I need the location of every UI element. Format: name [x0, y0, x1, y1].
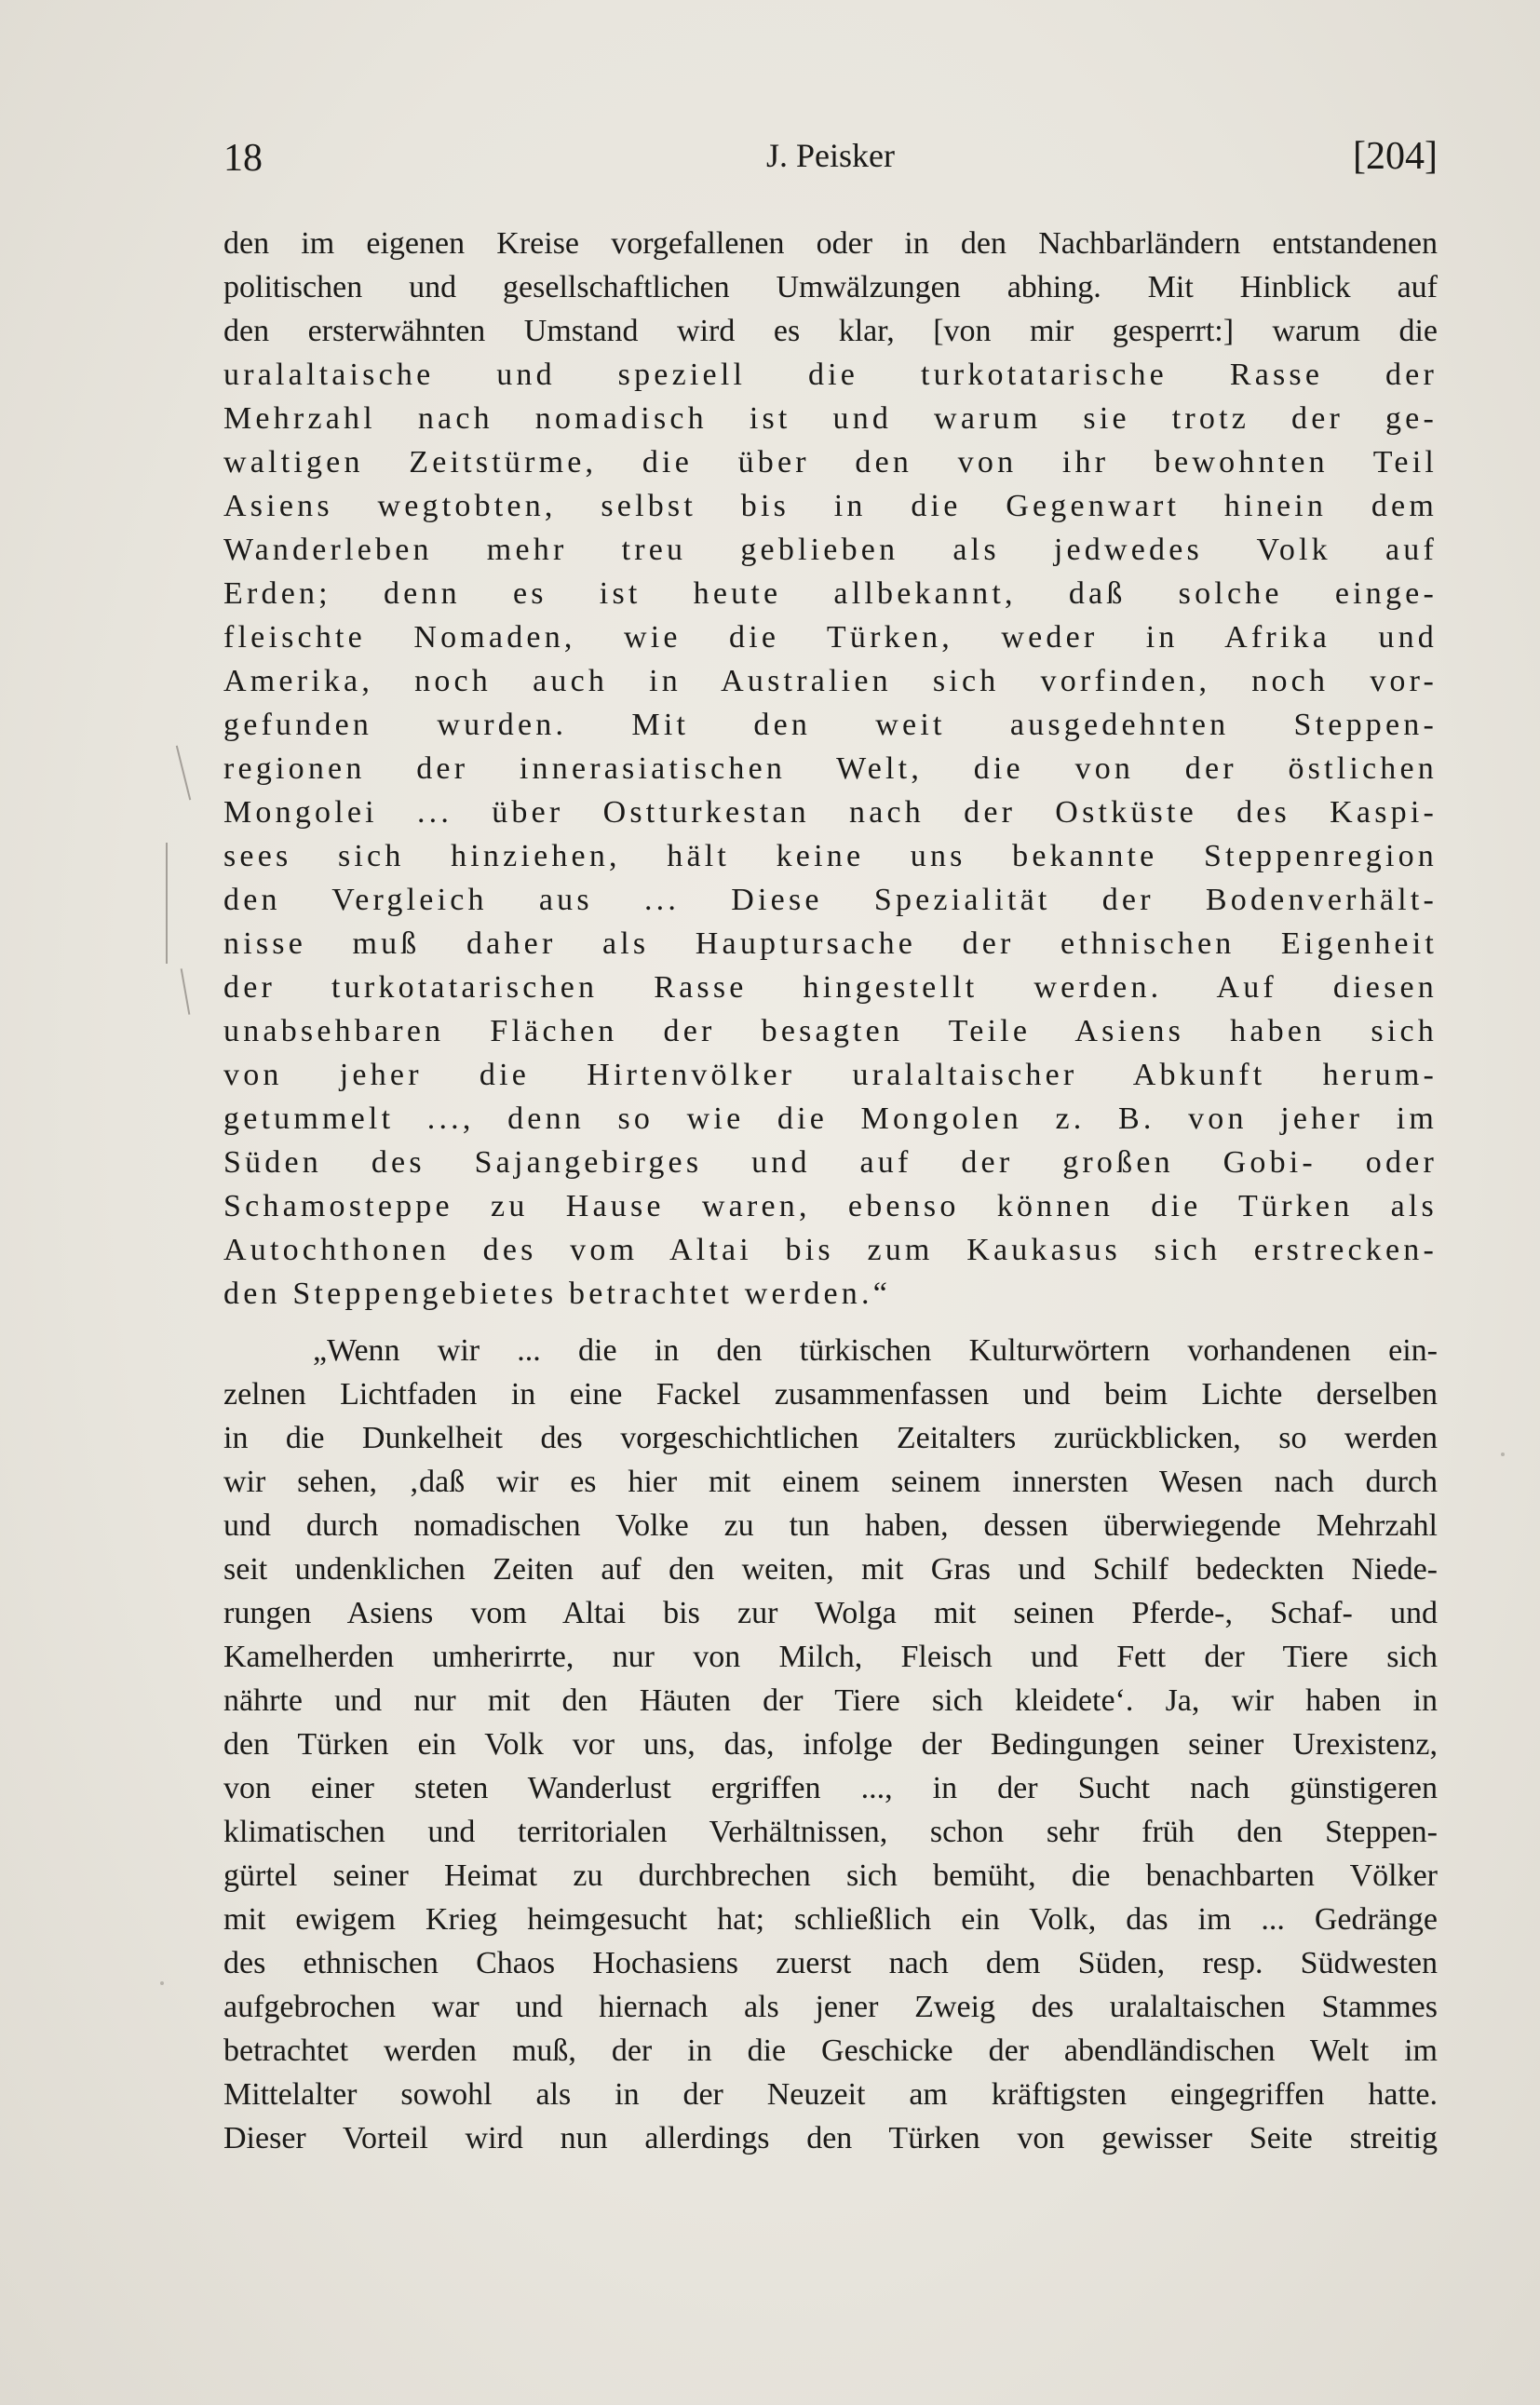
text-line: Autochthonen des vom Altai bis zum Kaukasus sich erstrecken- — [223, 1233, 1438, 1267]
paragraph — [223, 222, 1438, 1316]
text-line: unabsehbaren Flächen der besagten Teile Asiens haben sich — [223, 1014, 1438, 1048]
text-line: von einer steten Wanderlust ergriffen ..., in der Sucht nach günstigeren — [223, 1771, 1438, 1805]
text-line: Asiens wegtobten, selbst bis in die Gegenwart hinein dem — [223, 489, 1438, 523]
text-line: regionen der innerasiatischen Welt, die von der östlichen — [223, 751, 1438, 786]
margin-pencil-mark — [166, 843, 168, 964]
text-line: den im eigenen Kreise vorgefallenen oder in den Nachbarländern entstandenen — [223, 226, 1438, 261]
paper-speck — [160, 1981, 164, 1985]
text-line: des ethnischen Chaos Hochasiens zuerst nach dem Süden, resp. Südwesten — [223, 1946, 1438, 1980]
text-line: Wanderleben mehr treu geblieben als jedwedes Volk auf — [223, 533, 1438, 567]
text-line: gürtel seiner Heimat zu durchbrechen sich bemüht, die benachbarten Völker — [223, 1858, 1438, 1893]
text-line: politischen und gesellschaftlichen Umwälzungen abhing. Mit Hinblick auf — [223, 270, 1438, 304]
paragraph-gap — [223, 1316, 1438, 1329]
text-line: Schamosteppe zu Hause waren, ebenso können die Türken als — [223, 1189, 1438, 1223]
text-line: den Steppengebietes betrachtet werden.“ — [223, 1277, 891, 1311]
text-line: Mongolei ... über Ostturkestan nach der Ostküste des Kaspi- — [223, 795, 1438, 830]
text-line: den ersterwähnten Umstand wird es klar, [von mir gesperrt:] warum die — [223, 314, 1438, 348]
page-reference: [204] — [1353, 135, 1438, 178]
text-line: nährte und nur mit den Häuten der Tiere sich kleidete‘. Ja, wir haben in — [223, 1683, 1438, 1718]
text-line: fleischte Nomaden, wie die Türken, weder in Afrika und — [223, 620, 1438, 655]
text-line: uralaltaische und speziell die turkotatarische Rasse der — [223, 358, 1438, 392]
text-line: waltigen Zeitstürme, die über den von ihr bewohnten Teil — [223, 445, 1438, 480]
text-line: Mehrzahl nach nomadisch ist und warum sie trotz der ge- — [223, 401, 1438, 436]
text-line: sees sich hinziehen, hält keine uns bekannte Steppenregion — [223, 839, 1438, 873]
text-line: mit ewigem Krieg heimgesucht hat; schließlich ein Volk, das im ... Gedränge — [223, 1902, 1438, 1937]
text-line: betrachtet werden muß, der in die Geschicke der abendländischen Welt im — [223, 2033, 1438, 2068]
text-line: rungen Asiens vom Altai bis zur Wolga mit seinen Pferde-, Schaf- und — [223, 1596, 1438, 1630]
paper-speck — [1501, 1452, 1505, 1456]
text-line: den Vergleich aus ... Diese Spezialität der Bodenverhält- — [223, 883, 1438, 917]
margin-pencil-mark — [176, 746, 191, 801]
page-header — [223, 130, 1438, 186]
text-line: gefunden wurden. Mit den weit ausgedehnten Steppen- — [223, 708, 1438, 742]
text-line: in die Dunkelheit des vorgeschichtlichen Zeitalters zurückblicken, so werden — [223, 1421, 1438, 1455]
text-line: den Türken ein Volk vor uns, das, infolge der Bedingungen seiner Urexistenz, — [223, 1727, 1438, 1762]
text-line: wir sehen, ‚daß wir es hier mit einem seinem innersten Wesen nach durch — [223, 1465, 1438, 1499]
text-line: seit undenklichen Zeiten auf den weiten, mit Gras und Schilf bedeckten Niede- — [223, 1552, 1438, 1587]
text-line: Kamelherden umherirrte, nur von Milch, Fleisch und Fett der Tiere sich — [223, 1640, 1438, 1674]
text-line: Dieser Vorteil wird nun allerdings den Türken von gewisser Seite streitig — [223, 2121, 1438, 2155]
running-head: J. Peisker — [766, 137, 895, 174]
text-line: von jeher die Hirtenvölker uralaltaischer Abkunft herum- — [223, 1058, 1438, 1092]
text-line: Süden des Sajangebirges und auf der großen Gobi- oder — [223, 1145, 1438, 1180]
text-line: zelnen Lichtfaden in eine Fackel zusammenfassen und beim Lichte derselben — [223, 1377, 1438, 1412]
text-line: Erden; denn es ist heute allbekannt, daß solche einge- — [223, 576, 1438, 611]
margin-pencil-mark — [181, 968, 191, 1015]
body-text — [223, 222, 1438, 2160]
paragraph — [223, 1329, 1438, 2160]
text-line: der turkotatarischen Rasse hingestellt werden. Auf diesen — [223, 970, 1438, 1005]
text-line: aufgebrochen war und hiernach als jener Zweig des uralaltaischen Stammes — [223, 1990, 1438, 2024]
text-line: und durch nomadischen Volke zu tun haben, dessen überwiegende Mehrzahl — [223, 1508, 1438, 1543]
text-line: getummelt ..., denn so wie die Mongolen z. B. von jeher im — [223, 1101, 1438, 1136]
page-number: 18 — [223, 137, 263, 180]
text-line: nisse muß daher als Hauptursache der ethnischen Eigenheit — [223, 926, 1438, 961]
text-line: klimatischen und territorialen Verhältnissen, schon sehr früh den Steppen- — [223, 1815, 1438, 1849]
text-line: Mittelalter sowohl als in der Neuzeit am kräftigsten eingegriffen hatte. — [223, 2077, 1438, 2112]
text-line: „Wenn wir ... die in den türkischen Kulturwörtern vorhandenen ein- — [313, 1333, 1438, 1368]
text-line: Amerika, noch auch in Australien sich vorfinden, noch vor- — [223, 664, 1438, 698]
